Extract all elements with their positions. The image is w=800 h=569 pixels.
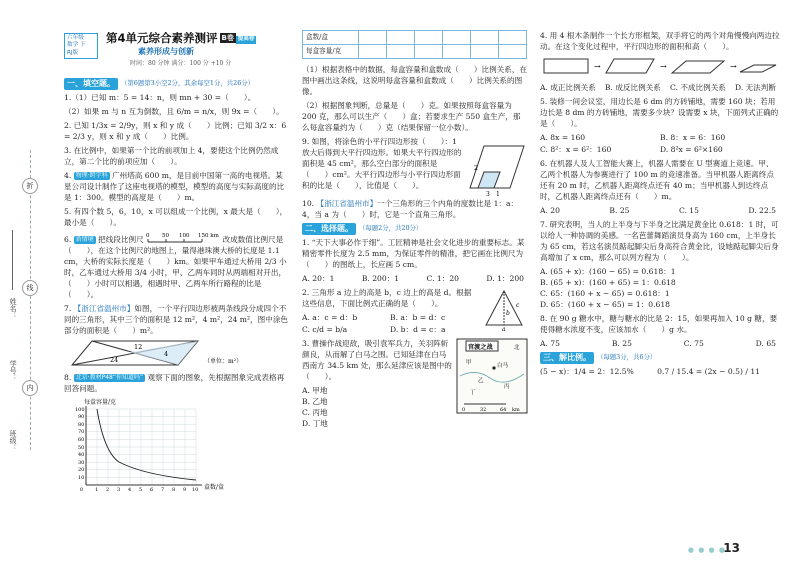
x-tick: 10 xyxy=(192,486,199,493)
question-8: 8. 北京·教材P48“你知道吗” 观察下面的图象，先根据图象完成表格再回答问题。 xyxy=(64,372,285,393)
map-place: 丁 xyxy=(470,389,476,396)
option[interactable]: D. 65 xyxy=(755,339,776,348)
svg-text:b: b xyxy=(506,309,510,317)
question-9-block xyxy=(302,136,528,198)
question-tag: 物理·跨学科 xyxy=(75,171,108,179)
table-cell[interactable] xyxy=(443,31,471,45)
page-title xyxy=(106,30,256,47)
option[interactable]: A. 75 xyxy=(540,339,560,348)
question-text: 一个三角形的三个内角的度数比是 1：a：4，当 a 为（ ）时，它是一个直角三角形。 xyxy=(302,199,519,219)
x-tick: 8 xyxy=(172,486,176,493)
option[interactable]: C. c/d = b/a xyxy=(302,324,348,334)
option[interactable]: B. 乙地 xyxy=(302,396,328,406)
column-2 xyxy=(302,30,528,429)
section-title: 一、填空题。 xyxy=(64,78,118,90)
parallelogram-figure xyxy=(70,339,270,369)
question-4: 4. 物理·跨学科 广州塔高 600 m，是目前中国第一高的电视塔。某星公司设计制作了这座电视塔的模型，模型的高度与实际高度的比是 1：300。模型的高度是（ ）m。 xyxy=(64,170,285,202)
choice-3: 3. 曹操作战迎敌，吸引袁军兵力，关羽阵斩颜良，从而解了白马之围。已知延津在白马西南方 34.5 km 处，那么延津应该是图中的（ ）。 xyxy=(302,338,452,381)
grade-badge xyxy=(64,33,98,59)
column-3 xyxy=(540,30,780,377)
area-label: 4 xyxy=(164,349,169,358)
y-tick: 60 xyxy=(78,436,85,443)
table-cell[interactable] xyxy=(415,45,443,59)
option[interactable]: A. (65 + x)：(160 − 65) = 0.618：1 xyxy=(540,267,676,276)
map-place: 乙 xyxy=(478,377,484,384)
option[interactable]: A. a：c = d：b xyxy=(302,312,358,322)
question-tag: 【浙江省温州市】 xyxy=(73,303,135,313)
x-tick: 5 xyxy=(139,486,143,493)
triangle-figure xyxy=(482,287,526,333)
svg-text:c: c xyxy=(516,301,520,309)
choice-2-block xyxy=(302,287,528,335)
paper-type-tag: 提高卷 xyxy=(237,36,255,42)
question-text: 如图，一个平行四边形被两条线段分成四个不同的三角形，其中三个的面积是 12 m²，4 m²，24 m²，图中涂色部分的面积是（ ）m²。 xyxy=(64,303,289,335)
map-scale: 64 xyxy=(500,406,507,413)
x-tick: 7 xyxy=(161,486,165,493)
table-row-header: 每盒容量/克 xyxy=(303,45,359,59)
option[interactable]: C. 1：20 xyxy=(426,273,460,283)
option[interactable]: B. 8：x = 6：160 xyxy=(660,133,726,142)
page-dots: ● ● ● ● xyxy=(687,546,726,554)
section-note: （第6题第3小空2分，其余每空1分，共26分） xyxy=(121,79,255,88)
question-text: 观察下面的图象，先根据图象完成表格再回答问题。 xyxy=(64,372,285,393)
paper-b-label: B卷 xyxy=(221,34,234,42)
page-subtitle: 素养形成与创新 xyxy=(138,47,194,56)
option[interactable]: A. 8x = 160 xyxy=(540,133,586,142)
option[interactable]: C. 不成比例关系 xyxy=(669,83,726,92)
time-score: 时间：80 分钟 满分：100 分 +10 分 xyxy=(130,60,232,67)
inverse-proportion-chart xyxy=(64,397,274,493)
map-scale: 32 xyxy=(480,406,487,413)
choice-1-options xyxy=(302,273,528,284)
option[interactable]: C. 8²：x = 6²：160 xyxy=(540,145,612,154)
option[interactable]: D. 22.5 xyxy=(748,206,776,215)
option[interactable]: D. 65：(160 + x − 65) = 1：0.618 xyxy=(540,300,671,309)
choice-6: 6. 在机器人及人工智能大赛上，机器人需要在 U 型赛道上竞速。甲、乙两个机器人为参赛进行了 100 m 的竞速准备。当甲机器人距离终点还有 20 m 时，乙机器人距离终点还有 40 m；当甲机器人到达终点时，乙机器人距离终点还有（ ）m。 xyxy=(540,159,774,201)
x-tick: 9 xyxy=(183,486,187,493)
question-text: 广州塔高 600 m，是目前中国第一高的电视塔。某星公司设计制作了这座电视塔的模型，模型的高度与实际高度的比是 1：300。模型的高度是（ ）m。 xyxy=(64,170,285,202)
name-line xyxy=(12,230,13,290)
scale-tick: 100 xyxy=(179,232,190,239)
title-text: 第4单元综合素养测评 xyxy=(106,31,218,45)
north-label: 北 xyxy=(514,344,520,351)
question-7: 7. 【浙江省温州市】如图，一个平行四边形被两条线段分成四个不同的三角形，其中三个的面积是 12 m²，4 m²，24 m²，图中涂色部分的面积是（ ）m²。 xyxy=(64,303,289,335)
question-6: 6. 新情境 把线段比例尺 0 50 100 150 km 改成数值比例尺是（ ），在这个比例尺的地图上，量得港珠澳大桥的长度是 1.1 cm，大桥的实际长度是（ ）km。如果甲车通过大桥用 2/3 小时，乙车通过大桥用 3/4 小时，甲、乙两车同时从两端相对开出，（ ）小时可以相遇，相遇时甲、乙两车所行路程的比是（ ）。 xyxy=(64,232,287,299)
option[interactable]: B. 成反比例关系 xyxy=(604,83,661,92)
question-2: 2. 已知 1/3x = 2/9y，则 x 和 y 成（ ）比例；已知 3/2 x：6 = 2/3 y，则 x 和 y 成（ ）比例。 xyxy=(64,120,287,141)
question-3: 3. 在比例中，如果第一个比的前项加上 4，要使这个比例仍然成立，第二个比的前项应加（ ）。 xyxy=(64,145,279,166)
id-label: 学号： xyxy=(9,360,18,381)
fold-circle: 折 xyxy=(22,178,38,194)
section-fill-blank xyxy=(64,78,290,90)
equations xyxy=(540,366,780,377)
question-1a: 1.（1）已知 m：5 = 14：n，则 mn + 30 =（ ）。 xyxy=(64,92,256,102)
worksheet-header xyxy=(64,30,290,72)
y-tick: 50 xyxy=(78,444,85,451)
choice-3-block xyxy=(302,338,528,429)
map-scale: 0 xyxy=(462,406,466,413)
option[interactable]: A. 甲地 xyxy=(302,385,328,395)
class-label: 班级： xyxy=(9,430,18,451)
y-tick: 20 xyxy=(78,466,85,473)
table-row-header: 盒数/盒 xyxy=(303,31,359,45)
chart-xlabel: 盒数/盒 xyxy=(204,483,225,491)
section-title: 三、解比例。 xyxy=(540,352,594,364)
figure-label: 1 xyxy=(496,191,500,198)
y-tick: 0 xyxy=(80,486,84,493)
question-text: 改成数值比例尺是（ ），在这个比例尺的地图上，量得港珠澳大桥的长度是 1.1 cm，大桥的实际长度是（ ）km。如果甲车通过大桥用 2/3 小时，乙车通过大桥用 3/4 小时，甲、乙两车同时从两端相对开出，（ ）小时可以相遇，相遇时甲、乙两车所行路程的比是（ ）。 xyxy=(64,234,287,299)
fold-line xyxy=(30,150,31,450)
scale-tick: 50 xyxy=(162,232,170,239)
choice-4-options xyxy=(540,82,780,93)
section-solve-proportion xyxy=(540,352,780,364)
x-tick: 2 xyxy=(106,486,110,493)
choice-8: 8. 在 90 g 糖水中，糖与糖水的比是 2：15，如果再加入 10 g 糖，要使得糖水浓度不变，应该加水（ ）g 水。 xyxy=(540,314,778,334)
y-tick: 70 xyxy=(78,428,85,435)
scale-tick: 0 xyxy=(146,232,150,239)
chart-ylabel: 每盒容量/克 xyxy=(84,398,117,406)
option[interactable]: D. 丁地 xyxy=(302,418,328,428)
table-cell[interactable] xyxy=(471,45,499,59)
choice-2: 2. 三角形 a 边上的高是 b，c 边上的高是 d。根据这些信息，下面比例式正确的是（ ）。 xyxy=(302,287,472,308)
unit-label: （单位：m²） xyxy=(204,357,243,365)
choice-5: 5. 装修一间会议室，用边长是 6 dm 的方砖铺地，需要 160 块；若用边长是 8 dm 的方砖铺地，需要多少块？设需要 x 块，下面列式正确的是（ ）。 xyxy=(540,97,779,128)
map-place: 甲 xyxy=(466,359,472,366)
y-tick: 80 xyxy=(78,421,85,428)
svg-text:→: → xyxy=(660,62,667,71)
section-note: （每题2分，共20分） xyxy=(359,224,423,233)
table-cell[interactable] xyxy=(415,31,443,45)
table-cell[interactable] xyxy=(359,31,387,45)
scaled-parallelogram-figure xyxy=(466,136,528,198)
svg-text:a: a xyxy=(502,325,506,333)
capacity-table xyxy=(302,30,527,59)
y-tick: 90 xyxy=(78,413,85,420)
x-tick: 4 xyxy=(128,486,132,493)
y-tick: 40 xyxy=(78,451,85,458)
option[interactable]: D. 无法判断 xyxy=(734,83,776,92)
scale-tick: 150 km xyxy=(198,232,219,239)
option[interactable]: C. 丙地 xyxy=(302,407,328,417)
question-8-1: （1）根据表格中的数据，每盒容量和盒数成（ ）比例关系，在图中画出这条线，这说明每盒容量和盒数成（ ）比例关系的图像。 xyxy=(302,65,528,96)
question-text: 工匠精神是社会文化进步的重要标志。某精密零件长度为 2.5 mm，为保证零件的精准，把它画在比例尺为（ ）的图纸上，长应画 5 cm。 xyxy=(302,237,525,269)
choice-5-options xyxy=(540,132,780,155)
x-tick: 3 xyxy=(117,486,121,493)
binding-strip xyxy=(0,0,60,569)
fold-circle: 线 xyxy=(22,280,38,296)
option[interactable]: A. 20 xyxy=(540,206,560,215)
y-tick: 100 xyxy=(75,406,85,413)
map-title: 官渡之战 xyxy=(468,343,493,351)
page-number: 13 xyxy=(723,541,740,555)
choice-7: 7. 研究表明，当人的上半身与下半身之比满足黄金比 0.618：1 时，可以给人一种协调的美感。一名芭蕾舞蹈演员身高为 160 cm，上半身长为 65 cm，若这名演员踮起脚尖后身高符合黄金比，设她踮起脚尖后身高增加了 x cm，那么可以列方程为（ ）。 xyxy=(540,220,779,262)
question-tag: 【浙江省温州市】 xyxy=(316,199,378,208)
figure-label: 2 xyxy=(474,165,478,172)
choice-6-options xyxy=(540,205,780,216)
table-cell[interactable] xyxy=(359,45,387,59)
table-cell[interactable] xyxy=(387,31,415,45)
y-tick: 30 xyxy=(78,459,85,466)
option[interactable]: A. 20：1 xyxy=(302,273,335,283)
choice-2-options xyxy=(302,312,478,335)
option[interactable]: B. (65 + x)：(160 + 65) = 1：0.618 xyxy=(540,278,676,287)
section-note: （每题3分，共6分） xyxy=(597,353,657,362)
y-tick: 10 xyxy=(78,474,85,481)
question-1b: （2）如果 m 与 n 互为倒数，且 6/m = n/x，则 9x =（ ）。 xyxy=(64,106,284,116)
area-label: 12 xyxy=(134,342,143,351)
table-cell[interactable] xyxy=(471,31,499,45)
table-cell[interactable] xyxy=(499,45,527,59)
choice-4: 4. 用 4 根木条制作一个长方形框架，双手将它的两个对角慢慢向两边拉动。在这个变化过程中，平行四边形的面积和高（ ）。 xyxy=(540,31,780,51)
section-title: 二、选择题。 xyxy=(302,223,356,235)
x-tick: 6 xyxy=(150,486,154,493)
x-tick: 1 xyxy=(95,486,99,493)
table-cell[interactable] xyxy=(387,45,415,59)
option[interactable]: C. 75 xyxy=(683,339,704,348)
question-9: 9. 如图，将涂色的小平行四边形按（ ）：1 放大后得到大平行四边形。如果大平行四边形的面积是 45 cm²，那么空白部分的面积是（ ）cm²。大平行四边形与小平行四边形面积的比是（ ），比值是（ ）。 xyxy=(302,137,462,190)
option[interactable]: B. 25 xyxy=(609,206,630,215)
choice-7-options xyxy=(540,266,780,310)
question-8-2: （2）根据图象判断，总量是（ ）克。如果按照每盒容量为 200 克，那么可以生产（ ）盒；若要求生产 550 盒生产，那么每盒容量约为（ ）克（结果保留一位小数）。 xyxy=(302,101,521,132)
question-text: 把线段比例尺 xyxy=(98,234,144,244)
option[interactable]: D. 8²x = 6²×160 xyxy=(660,145,723,154)
figure-label: 3 xyxy=(486,191,490,198)
svg-text:→: → xyxy=(730,62,737,71)
option[interactable]: A. 成正比例关系 xyxy=(540,83,596,92)
table-cell[interactable] xyxy=(499,31,527,45)
table-cell[interactable] xyxy=(443,45,471,59)
map-place: 白马 xyxy=(497,362,509,369)
frame-transform-figure xyxy=(540,55,776,79)
question-tag: 新情境 xyxy=(75,235,94,243)
badge-line: RJ版 xyxy=(67,49,79,56)
map-place: 丙 xyxy=(504,383,510,390)
option[interactable]: B. 200：1 xyxy=(361,273,400,283)
battle-map-figure xyxy=(456,338,528,414)
option[interactable]: B. a：b = d：c xyxy=(390,312,446,322)
badge-line: 六年级 xyxy=(67,35,84,41)
map-scale: km xyxy=(512,406,520,413)
option[interactable]: B. 25 xyxy=(611,339,632,348)
choice-1 xyxy=(302,237,528,270)
chart-curve xyxy=(97,409,196,480)
option[interactable]: D. 1：200 xyxy=(486,273,524,283)
question-5: 5. 有四个数 5，6，10，x 可以组成一个比例，x 最大是（ ），最小是（ ）。 xyxy=(64,206,288,227)
equation: (5 − x)：1/4 = 2：12.5% xyxy=(540,366,634,376)
question-10: 10. 【浙江省温州市】一个三角形的三个内角的度数比是 1：a：4，当 a 为（ ）时，它是一个直角三角形。 xyxy=(302,199,519,219)
equation: 0.7 / 15.4 = (2x − 0.5) / 11 xyxy=(657,366,760,376)
option[interactable]: C. 15 xyxy=(678,206,699,215)
option[interactable]: D. b：d = c：a xyxy=(390,324,446,334)
scale-bar-figure xyxy=(146,231,220,245)
name-label: 姓名： xyxy=(9,298,18,319)
section-multiple-choice xyxy=(302,223,528,235)
option[interactable]: C. 65：(160 + x − 65) = 0.618：1 xyxy=(540,289,670,298)
choice-8-options xyxy=(540,338,780,349)
svg-text:→: → xyxy=(594,62,601,71)
question-lead: 1. “天下大事必作于细”。 xyxy=(302,237,388,247)
badge-line: 数学 下 xyxy=(67,42,86,49)
fold-circle: 内 xyxy=(22,380,38,396)
question-tag: 北京·教材P48“你知道吗” xyxy=(75,373,144,381)
area-label: 24 xyxy=(110,355,119,364)
